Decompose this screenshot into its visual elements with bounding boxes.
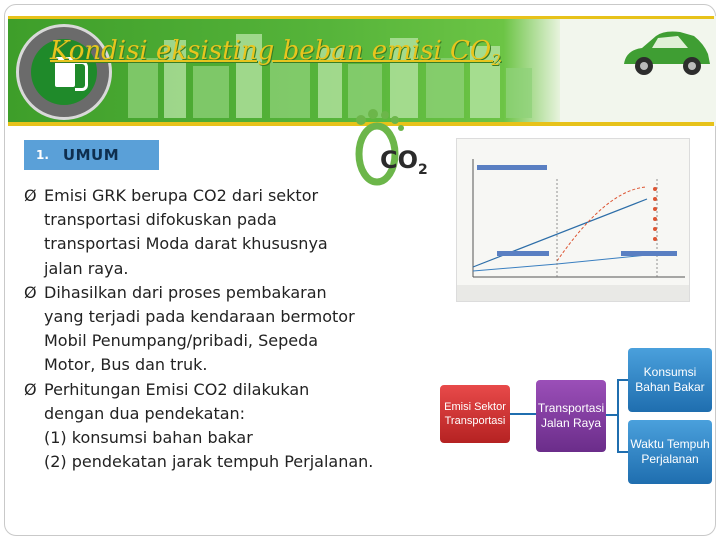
bullet-arrow-icon: Ø	[24, 186, 37, 205]
bullet-1: Ø Emisi GRK berupa CO2 dari sektor transportasi difokuskan pada transportasi Moda darat khususnya jalan raya.	[24, 186, 328, 278]
diagram-box-emisi-sektor: Emisi Sektor Transportasi	[440, 385, 510, 443]
connector-line	[617, 451, 628, 453]
section-tag	[24, 140, 159, 170]
section-number: 1.	[36, 148, 49, 162]
bullet-arrow-icon: Ø	[24, 282, 37, 302]
bullet-2: Ø Dihasilkan dari proses pembakaran yang terjadi pada kendaraan bermotor Mobil Penumpang/pribadi, Sepeda Motor, Bus dan truk.	[24, 282, 355, 375]
emission-scenario-chart	[456, 138, 690, 302]
connector-line	[510, 413, 536, 415]
car-icon	[618, 24, 714, 84]
emission-chart-graphic	[457, 139, 689, 301]
connector-line	[617, 380, 619, 452]
slide-title: Kondisi eksisting beban emisi $CO_2$	[50, 36, 501, 70]
connector-line	[617, 379, 628, 381]
co2-label: $CO_2$	[380, 146, 428, 178]
bullet-arrow-icon: Ø	[24, 379, 37, 399]
bullet-3: Ø Perhitungan Emisi CO2 dilakukan dengan dua pendekatan: (1) konsumsi bahan bakar (2) pendekatan jarak tempuh Perjalanan.	[24, 379, 374, 472]
bullet-list	[24, 184, 444, 474]
diagram-box-waktu-tempuh: Waktu Tempuh Perjalanan	[628, 420, 712, 484]
banner-top-border	[8, 16, 714, 19]
diagram-box-transportasi-jalan: Transportasi Jalan Raya	[536, 380, 606, 452]
diagram-box-konsumsi-bbm: Konsumsi Bahan Bakar	[628, 348, 712, 412]
section-label: UMUM	[62, 146, 120, 164]
